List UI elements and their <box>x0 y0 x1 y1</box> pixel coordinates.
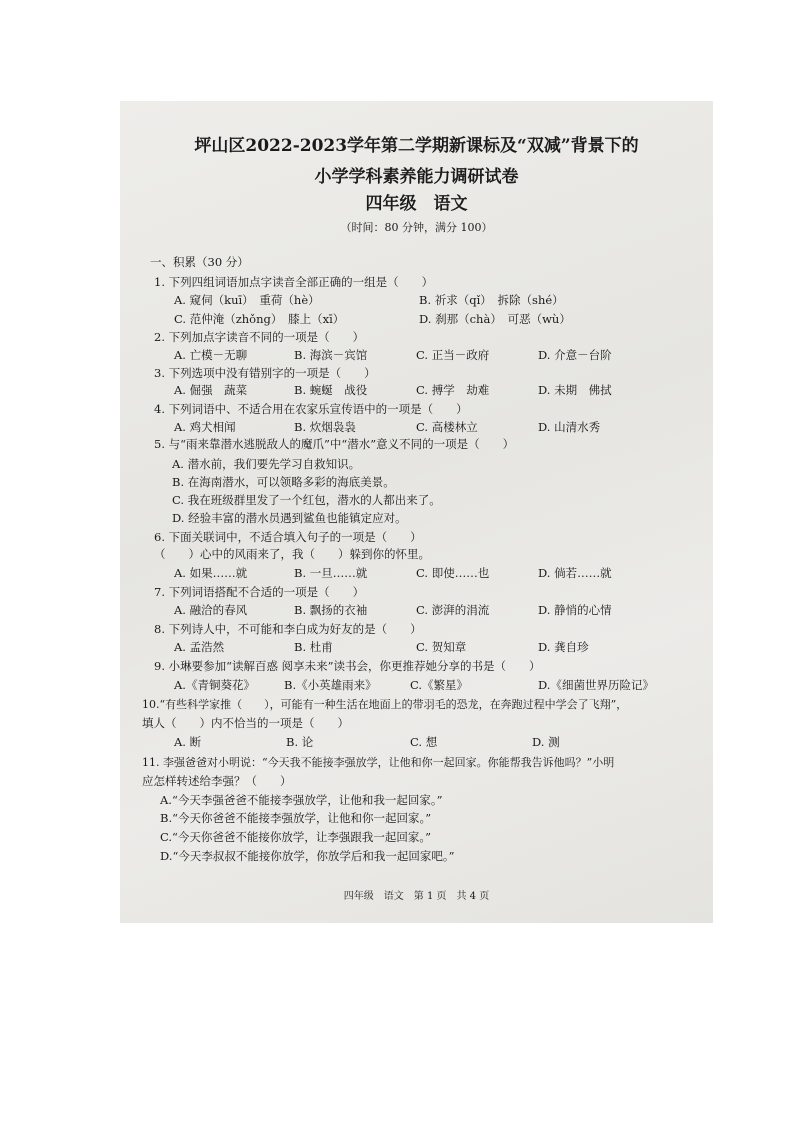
question-1-option-c: C. 范仲淹（zhǒng） 膝上（xī） <box>174 312 345 326</box>
question-1-options-row1 <box>174 293 694 307</box>
question-10-option-a: A. 断 <box>174 735 202 749</box>
question-4-option-c: C. 高楼林立 <box>416 420 478 434</box>
question-8-option-c: C. 贺知章 <box>416 640 467 654</box>
question-6-option-a: A. 如果……就 <box>174 566 248 580</box>
question-1-option-d: D. 刹那（chà） 可恶（wù） <box>419 312 571 326</box>
question-3-option-b: B. 蜿蜒 战役 <box>294 383 368 397</box>
question-6-option-c: C. 即使……也 <box>416 566 490 580</box>
exam-subtitle: （时间：80 分钟，满分 100） <box>340 221 493 234</box>
question-11-option-d: D.“今天李叔叔不能接你放学，你放学后和我一起回家吧。” <box>160 849 455 863</box>
question-10-stem-continued: 填人（ ）内不恰当的一项是（ ） <box>142 716 349 730</box>
question-2-option-a: A. 亡模－无聊 <box>174 348 248 362</box>
question-7-stem: 7. 下列词语搭配不合适的一项是（ ） <box>154 585 365 599</box>
question-5-stem: 5. 与“雨来靠潜水逃脱敌人的魔爪”中“潜水”意义不同的一项是（ ） <box>154 437 515 451</box>
exam-title-line3: 四年级 语文 <box>365 194 468 214</box>
question-5-option-a: A. 潜水前，我们要先学习自救知识。 <box>172 457 361 471</box>
question-4-options <box>174 420 694 434</box>
question-7-option-a: A. 融洽的春风 <box>174 603 248 617</box>
question-1-stem: 1. 下列四组词语加点字读音全部正确的一组是（ ） <box>154 275 434 289</box>
question-8-option-b: B. 杜甫 <box>294 640 333 654</box>
question-8-option-d: D. 龚自珍 <box>538 640 589 654</box>
question-6-options <box>174 566 694 580</box>
question-4-option-b: B. 炊烟袅袅 <box>294 420 356 434</box>
question-11-option-c: C.“今天你爸爸不能接你放学，让李强跟我一起回家。” <box>160 830 432 844</box>
question-1-option-b: B. 祈求（qǐ） 拆除（shé） <box>419 293 564 307</box>
question-11-stem-continued: 应怎样转述给李强？（ ） <box>142 774 292 788</box>
question-4-stem: 4. 下列词语中、不适合用在农家乐宣传语中的一项是（ ） <box>154 402 468 416</box>
question-1-option-a: A. 窥伺（kuī） 重荷（hè） <box>174 293 320 307</box>
question-9-options <box>174 678 694 692</box>
question-7-options <box>174 603 694 617</box>
question-9-option-a: A.《青铜葵花》 <box>174 678 255 692</box>
question-7-option-c: C. 澎湃的涓流 <box>416 603 490 617</box>
question-5-option-d: D. 经验丰富的潜水员遇到鲨鱼也能镇定应对。 <box>172 511 407 525</box>
question-5-option-c: C. 我在班级群里发了一个红包，潜水的人都出来了。 <box>172 493 441 507</box>
question-3-stem: 3. 下列选项中没有错别字的一项是（ ） <box>154 366 376 380</box>
section-title: 一、积累（30 分） <box>150 255 249 269</box>
question-6-option-d: D. 倘若……就 <box>538 566 612 580</box>
question-2-stem: 2. 下列加点字读音不同的一项是（ ） <box>154 330 365 344</box>
question-4-option-d: D. 山清水秀 <box>538 420 601 434</box>
exam-title-line1: 坪山区2022-2023学年第二学期新课标及“双减”背景下的 <box>194 136 639 156</box>
question-9-option-b: B.《小英雄雨来》 <box>284 678 377 692</box>
question-3-option-c: C. 搏学 劫难 <box>416 383 490 397</box>
exam-paper <box>120 101 713 923</box>
question-10-option-d: D. 测 <box>532 735 560 749</box>
question-10-options <box>174 735 694 749</box>
question-11-option-a: A.“今天李强爸爸不能接李强放学，让他和我一起回家。” <box>160 793 443 807</box>
question-8-options <box>174 640 694 654</box>
question-8-stem: 8. 下列诗人中，不可能和李白成为好友的是（ ） <box>154 622 422 636</box>
question-9-option-d: D.《细菌世界历险记》 <box>538 678 654 692</box>
question-9-stem: 9. 小琳要参加“读解百惑 阅享未来”读书会，你更推荐她分享的书是（ ） <box>154 659 541 673</box>
question-9-option-c: C.《繁星》 <box>410 678 469 692</box>
question-2-options <box>174 348 694 362</box>
question-1-options-row2 <box>174 312 694 326</box>
question-10-option-c: C. 想 <box>410 735 438 749</box>
question-2-option-d: D. 介意－台阶 <box>538 348 612 362</box>
question-3-option-a: A. 倔强 蔬菜 <box>174 383 248 397</box>
question-3-option-d: D. 未期 佛拭 <box>538 383 612 397</box>
question-2-option-c: C. 正当－政府 <box>416 348 490 362</box>
question-7-option-b: B. 飘扬的衣袖 <box>294 603 368 617</box>
question-11-option-b: B.“今天你爸爸不能接李强放学，让他和你一起回家。” <box>160 811 432 825</box>
page-footer: 四年级 语文 第 1 页 共 4 页 <box>343 891 490 902</box>
question-11-stem: 11. 李强爸爸对小明说：“今天我不能接李强放学，让他和你一起回家。你能帮我告诉他吗？”小明 <box>142 756 615 769</box>
question-5-option-b: B. 在海南潜水，可以领略多彩的海底美景。 <box>172 475 395 489</box>
question-3-options <box>174 383 694 397</box>
question-7-option-d: D. 静悄的心情 <box>538 603 612 617</box>
question-10-stem: 10.“有些科学家推（ ），可能有一种生活在地面上的带羽毛的恐龙，在奔跑过程中学会了飞翔”， <box>142 698 628 711</box>
question-6-option-b: B. 一旦……就 <box>294 566 368 580</box>
question-2-option-b: B. 海滨－宾馆 <box>294 348 368 362</box>
question-6-sentence: （ ）心中的风雨来了，我（ ）躲到你的怀里。 <box>154 547 430 561</box>
question-10-option-b: B. 论 <box>286 735 314 749</box>
question-8-option-a: A. 孟浩然 <box>174 640 225 654</box>
question-4-option-a: A. 鸡犬相闻 <box>174 420 236 434</box>
exam-title-line2: 小学学科素养能力调研试卷 <box>314 167 519 187</box>
question-6-stem: 6. 下面关联词中，不适合填入句子的一项是（ ） <box>154 530 422 544</box>
